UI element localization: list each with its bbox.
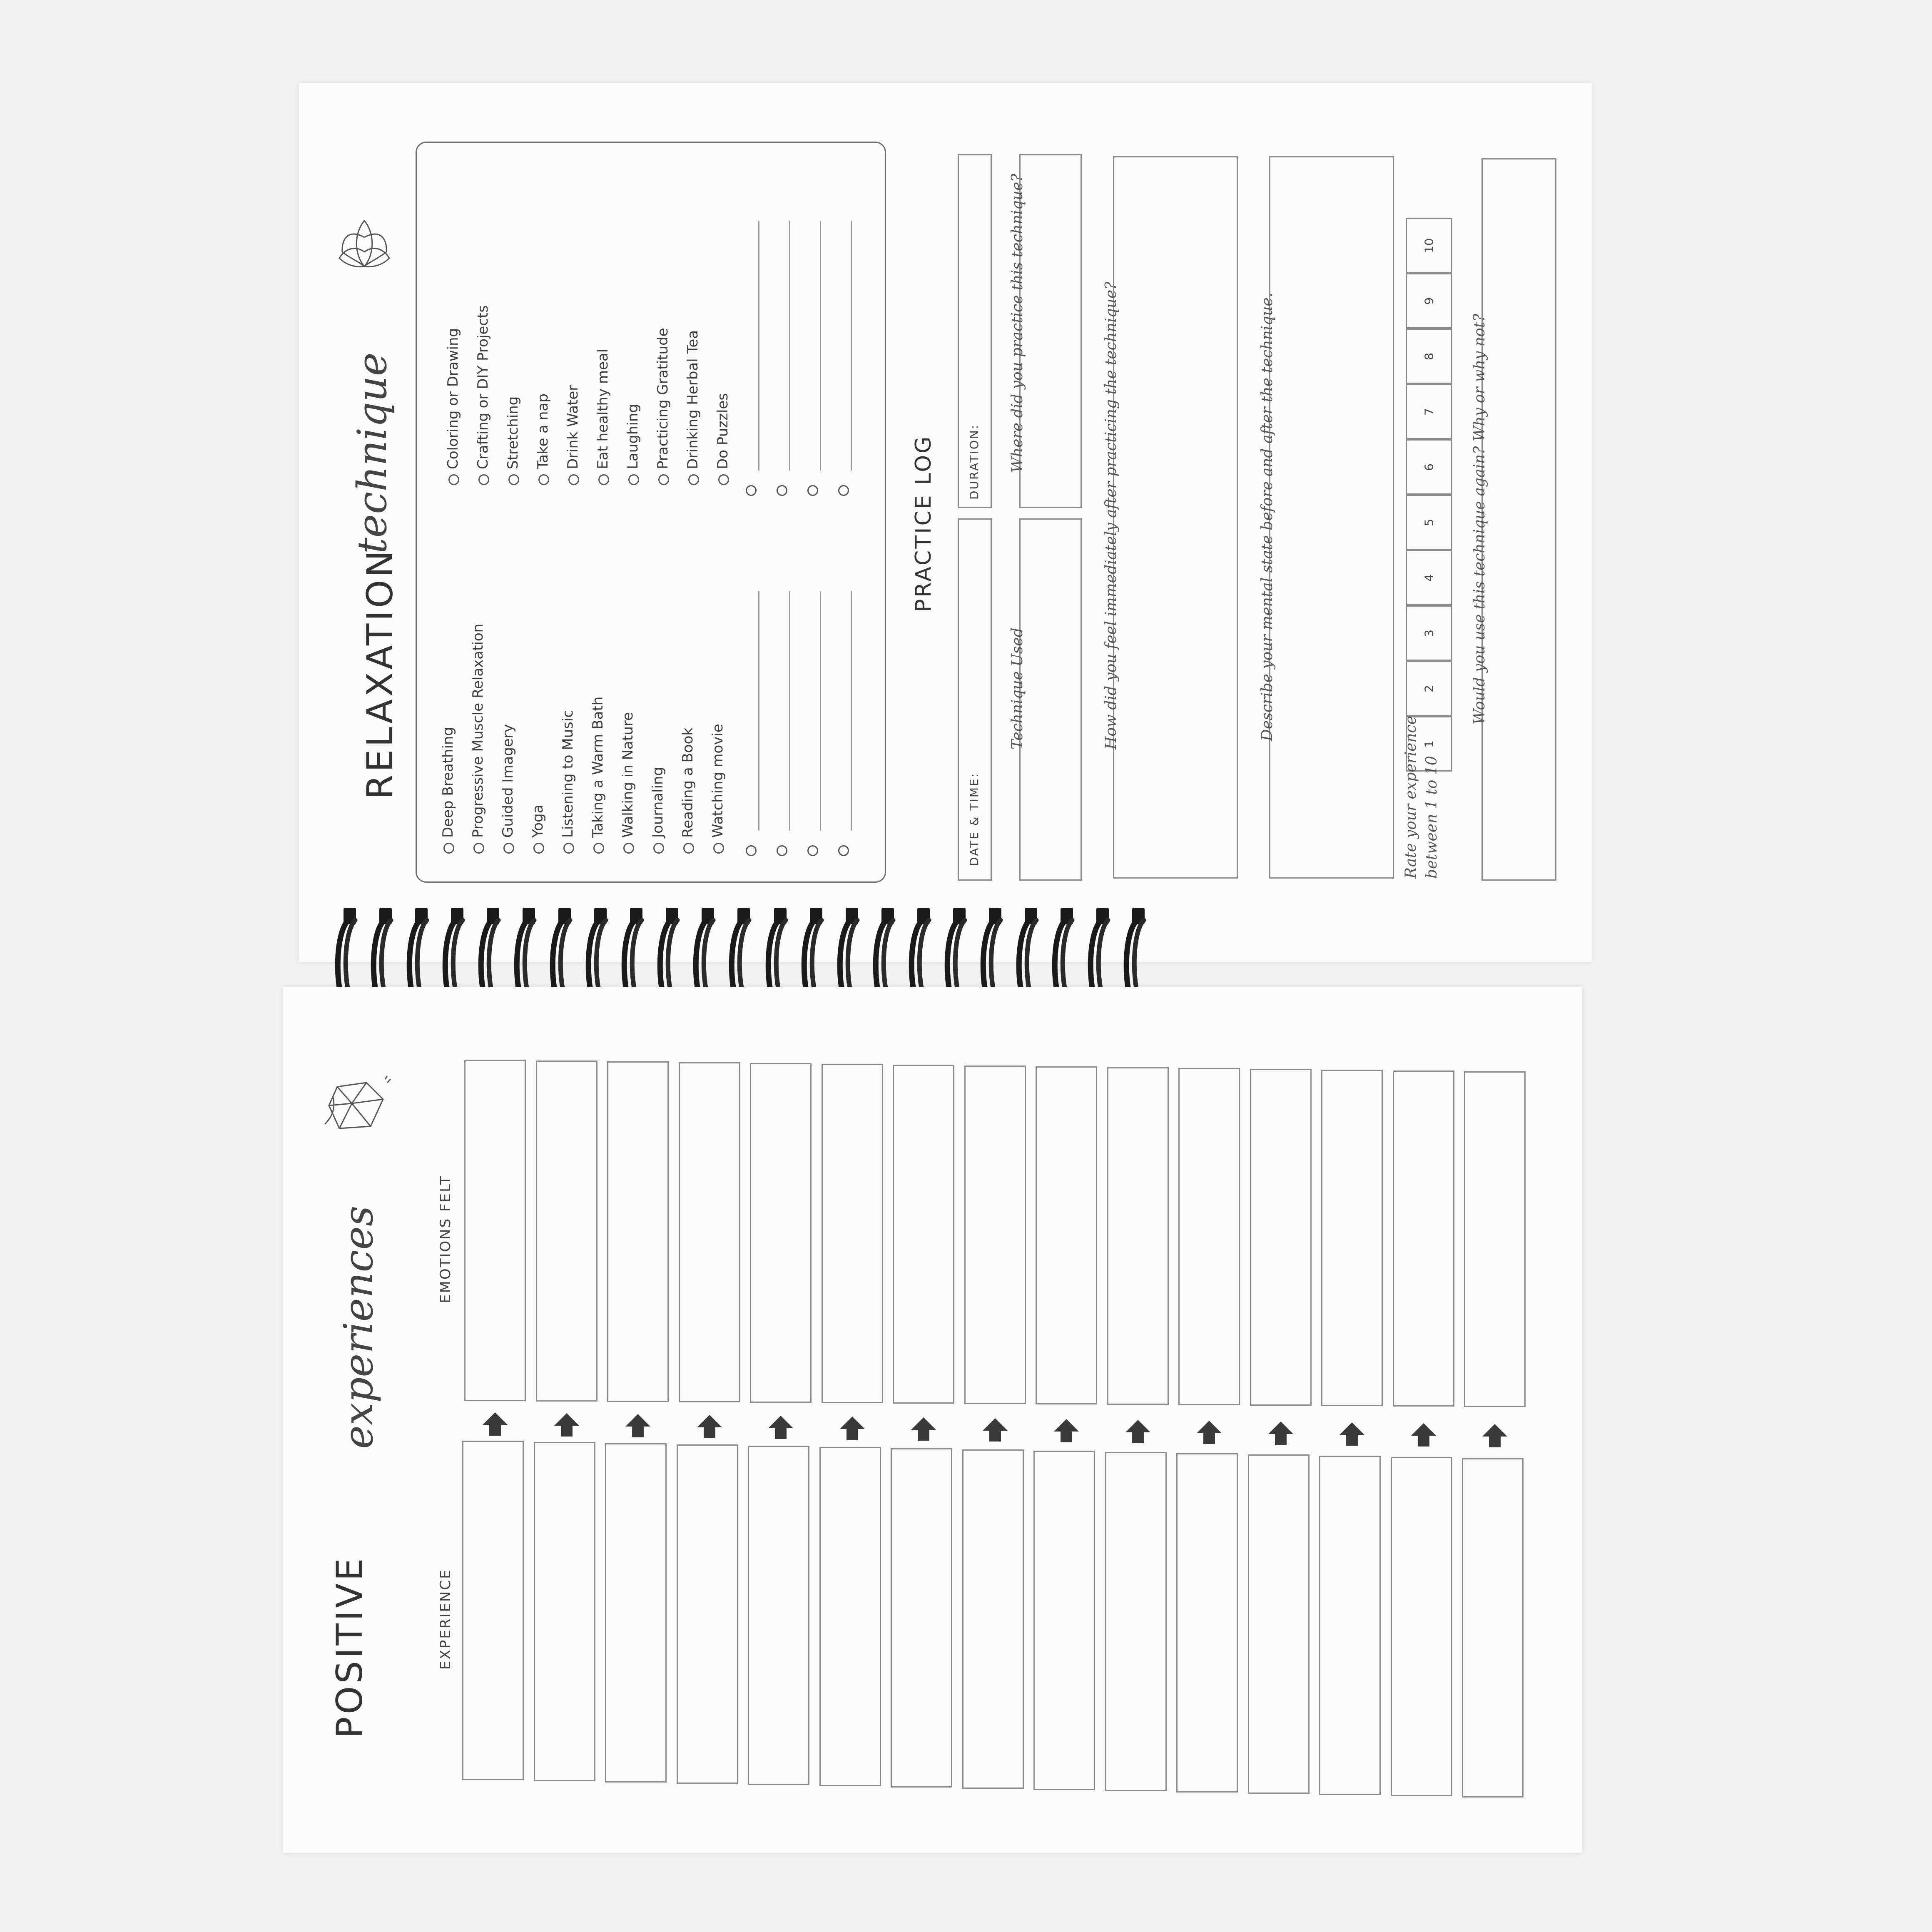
write-in-line[interactable]: [789, 591, 790, 831]
technique-option[interactable]: [445, 328, 461, 485]
technique-option[interactable]: [620, 712, 636, 854]
technique-option[interactable]: [680, 727, 696, 854]
rating-cell[interactable]: [1406, 550, 1452, 605]
experience-box[interactable]: [1248, 1454, 1310, 1794]
checkbox-circle-icon[interactable]: [473, 843, 484, 854]
checkbox-circle-icon[interactable]: [777, 845, 787, 856]
date-time-label: DATE & TIME:: [967, 772, 981, 866]
arrow-up-icon: [1267, 1421, 1294, 1448]
arrow-up-icon: [1481, 1423, 1508, 1450]
checkbox-circle-icon[interactable]: [568, 474, 579, 485]
rating-cell[interactable]: [1406, 218, 1452, 273]
write-in-line[interactable]: [851, 221, 852, 471]
technique-option[interactable]: [440, 727, 456, 854]
experience-box[interactable]: [1176, 1453, 1238, 1793]
arrow-up-icon: [910, 1417, 937, 1444]
rating-number: 6: [1422, 463, 1436, 471]
emotions-felt-box[interactable]: [464, 1060, 526, 1401]
arrow-up-icon: [839, 1416, 866, 1443]
technique-option[interactable]: [685, 330, 701, 485]
write-in-line[interactable]: [820, 221, 821, 471]
technique-used-label: Technique Used: [1009, 627, 1026, 749]
technique-used-field[interactable]: [1019, 518, 1082, 881]
emotions-felt-box[interactable]: [679, 1062, 740, 1402]
experience-box[interactable]: [1391, 1457, 1452, 1796]
lotus-icon: [337, 212, 391, 275]
experience-box[interactable]: [534, 1442, 595, 1781]
checkbox-circle-icon[interactable]: [746, 485, 757, 496]
write-in-line[interactable]: [851, 591, 852, 831]
emotions-felt-box[interactable]: [964, 1066, 1026, 1404]
checkbox-circle-icon[interactable]: [623, 843, 634, 854]
technique-option[interactable]: [530, 805, 546, 854]
technique-option[interactable]: [595, 349, 611, 485]
emotions-felt-box[interactable]: [1250, 1069, 1312, 1406]
arrow-up-icon: [553, 1412, 580, 1439]
emotions-felt-box[interactable]: [893, 1065, 954, 1404]
where-practiced-label: Where did you practice this technique?: [1009, 174, 1026, 473]
technique-option[interactable]: [650, 767, 666, 854]
rating-cell[interactable]: [1406, 661, 1452, 716]
checkbox-circle-icon[interactable]: [653, 843, 664, 854]
checkbox-circle-icon[interactable]: [838, 845, 849, 856]
experience-label: EXPERIENCE: [437, 1569, 454, 1670]
experience-box[interactable]: [962, 1449, 1024, 1789]
checkbox-circle-icon[interactable]: [628, 474, 639, 485]
checkbox-circle-icon[interactable]: [448, 474, 459, 485]
emotions-felt-box[interactable]: [750, 1063, 812, 1403]
emotions-felt-box[interactable]: [1393, 1071, 1454, 1407]
emotions-felt-box[interactable]: [1036, 1066, 1097, 1404]
technique-option[interactable]: [560, 710, 576, 854]
rating-number: 4: [1422, 574, 1436, 582]
rating-number: 7: [1422, 408, 1436, 416]
positive-title: POSITIVE: [329, 1556, 371, 1738]
technique-option-label: Guided Imagery: [500, 724, 516, 838]
checkbox-circle-icon[interactable]: [683, 843, 694, 854]
checkbox-circle-icon[interactable]: [713, 843, 724, 854]
emotions-felt-box[interactable]: [822, 1064, 883, 1403]
use-again-label: Would you use this technique again? Why or why not?: [1471, 314, 1488, 724]
technique-option-label: Do Puzzles: [715, 393, 731, 469]
rating-number: 10: [1422, 238, 1436, 253]
write-in-line[interactable]: [758, 221, 759, 471]
arrow-up-icon: [1053, 1418, 1080, 1445]
technique-option-label: Watching movie: [710, 724, 726, 838]
rating-cell[interactable]: [1406, 273, 1452, 329]
checkbox-circle-icon[interactable]: [508, 474, 519, 485]
checkbox-circle-icon[interactable]: [718, 474, 729, 485]
mental-state-field[interactable]: [1269, 156, 1394, 879]
crystal-icon: [321, 1074, 391, 1137]
checkbox-circle-icon[interactable]: [777, 485, 787, 496]
rating-number: 8: [1422, 352, 1436, 360]
arrow-up-icon: [482, 1412, 508, 1439]
rating-number: 3: [1422, 629, 1436, 637]
technique-option-label: Crafting or DIY Projects: [475, 305, 491, 469]
arrow-up-icon: [767, 1415, 794, 1442]
technique-option-label: Coloring or Drawing: [445, 328, 461, 469]
checkbox-circle-icon[interactable]: [658, 474, 669, 485]
duration-label: DURATION:: [967, 423, 981, 500]
experience-box[interactable]: [677, 1444, 738, 1784]
arrow-up-icon: [696, 1414, 723, 1441]
technique-option-label: Journaling: [650, 767, 666, 838]
technique-option-label: Deep Breathing: [440, 727, 456, 838]
rating-cell[interactable]: [1406, 329, 1452, 384]
checkbox-circle-icon[interactable]: [503, 843, 514, 854]
arrow-up-icon: [1125, 1419, 1151, 1446]
technique-option[interactable]: [475, 305, 491, 485]
experience-box[interactable]: [1319, 1456, 1381, 1795]
write-in-line[interactable]: [820, 591, 821, 831]
checkbox-circle-icon[interactable]: [598, 474, 609, 485]
write-in-line[interactable]: [789, 221, 790, 471]
write-in-line[interactable]: [758, 591, 759, 831]
technique-option-label: Take a nap: [535, 393, 551, 469]
rate-label-line-1: Rate your experience: [1402, 715, 1419, 879]
use-again-field[interactable]: [1481, 158, 1556, 881]
technique-option[interactable]: [715, 393, 731, 485]
technique-option-label: Eat healthy meal: [595, 349, 611, 469]
relaxation-page: [299, 83, 1592, 962]
checkbox-circle-icon[interactable]: [807, 485, 818, 496]
experience-box[interactable]: [748, 1446, 809, 1785]
technique-option[interactable]: [500, 724, 516, 854]
rating-number: 5: [1422, 518, 1436, 526]
relaxation-script-title: technique: [349, 352, 396, 554]
emotions-felt-box[interactable]: [536, 1061, 598, 1402]
arrow-up-icon: [982, 1417, 1008, 1444]
rate-label-line-2: between 1 to 10: [1423, 756, 1440, 879]
checkbox-circle-icon[interactable]: [443, 843, 454, 854]
checkbox-circle-icon[interactable]: [807, 845, 818, 856]
emotions-felt-box[interactable]: [1464, 1071, 1526, 1407]
experience-box[interactable]: [1033, 1451, 1095, 1790]
technique-option-label: Stretching: [505, 396, 521, 469]
technique-option-label: Drinking Herbal Tea: [685, 330, 701, 469]
technique-option-label: Laughing: [625, 403, 641, 469]
emotions-felt-label: EMOTIONS FELT: [437, 1175, 454, 1303]
rating-number: 1: [1422, 740, 1436, 748]
checkbox-circle-icon[interactable]: [478, 474, 489, 485]
emotions-felt-box[interactable]: [1178, 1068, 1240, 1405]
positive-script-title: experiences: [335, 1205, 382, 1449]
experience-box[interactable]: [891, 1448, 952, 1788]
technique-option-label: Practicing Gratitude: [655, 328, 671, 469]
technique-option[interactable]: [535, 393, 551, 485]
arrow-up-icon: [1339, 1422, 1365, 1449]
technique-option[interactable]: [505, 396, 521, 485]
rating-number: 9: [1422, 297, 1436, 305]
feeling-field[interactable]: [1113, 156, 1238, 879]
checkbox-circle-icon[interactable]: [538, 474, 549, 485]
experience-box[interactable]: [1462, 1458, 1524, 1798]
technique-option-label: Yoga: [530, 804, 546, 838]
technique-option[interactable]: [625, 404, 641, 485]
rating-cell[interactable]: [1406, 439, 1452, 495]
rating-cell[interactable]: [1406, 495, 1452, 550]
technique-option[interactable]: [470, 624, 486, 854]
checkbox-circle-icon[interactable]: [533, 843, 544, 854]
technique-option-label: Walking in Nature: [620, 712, 636, 838]
technique-option-label: Taking a Warm Bath: [590, 696, 606, 838]
experience-box[interactable]: [1105, 1452, 1167, 1791]
feeling-label: How did you feel immediately after practicing the technique?: [1103, 281, 1120, 749]
checkbox-circle-icon[interactable]: [593, 843, 604, 854]
emotions-felt-box[interactable]: [1321, 1070, 1383, 1406]
technique-option-label: Listening to Music: [560, 710, 576, 838]
arrow-up-icon: [1410, 1422, 1437, 1449]
relaxation-title: RELAXATION: [359, 548, 401, 799]
rating-cell[interactable]: [1406, 384, 1452, 439]
positive-experiences-page: [283, 987, 1582, 1853]
mental-state-label: Describe your mental state before and after the technique.: [1259, 292, 1276, 741]
checkbox-circle-icon[interactable]: [688, 474, 699, 485]
checkbox-circle-icon[interactable]: [746, 845, 757, 856]
technique-option-label: Reading a Book: [680, 727, 696, 838]
emotions-felt-box[interactable]: [1107, 1067, 1169, 1405]
experience-box[interactable]: [605, 1443, 667, 1783]
technique-option-label: Drink Water: [565, 385, 581, 469]
experience-box[interactable]: [819, 1447, 881, 1786]
technique-option[interactable]: [590, 697, 606, 854]
technique-option[interactable]: [655, 328, 671, 485]
technique-option[interactable]: [565, 385, 581, 485]
arrow-up-icon: [1196, 1420, 1222, 1447]
where-practiced-field[interactable]: [1019, 154, 1082, 508]
experience-box[interactable]: [462, 1441, 524, 1780]
emotions-felt-box[interactable]: [607, 1061, 669, 1402]
technique-option[interactable]: [710, 724, 726, 854]
practice-log-title: PRACTICE LOG: [911, 435, 936, 612]
rating-cell[interactable]: [1406, 605, 1452, 661]
checkbox-circle-icon[interactable]: [563, 843, 574, 854]
checkbox-circle-icon[interactable]: [838, 485, 849, 496]
rating-number: 2: [1422, 685, 1436, 692]
technique-option-label: Progressive Muscle Relaxation: [470, 623, 486, 838]
arrow-up-icon: [625, 1413, 651, 1440]
